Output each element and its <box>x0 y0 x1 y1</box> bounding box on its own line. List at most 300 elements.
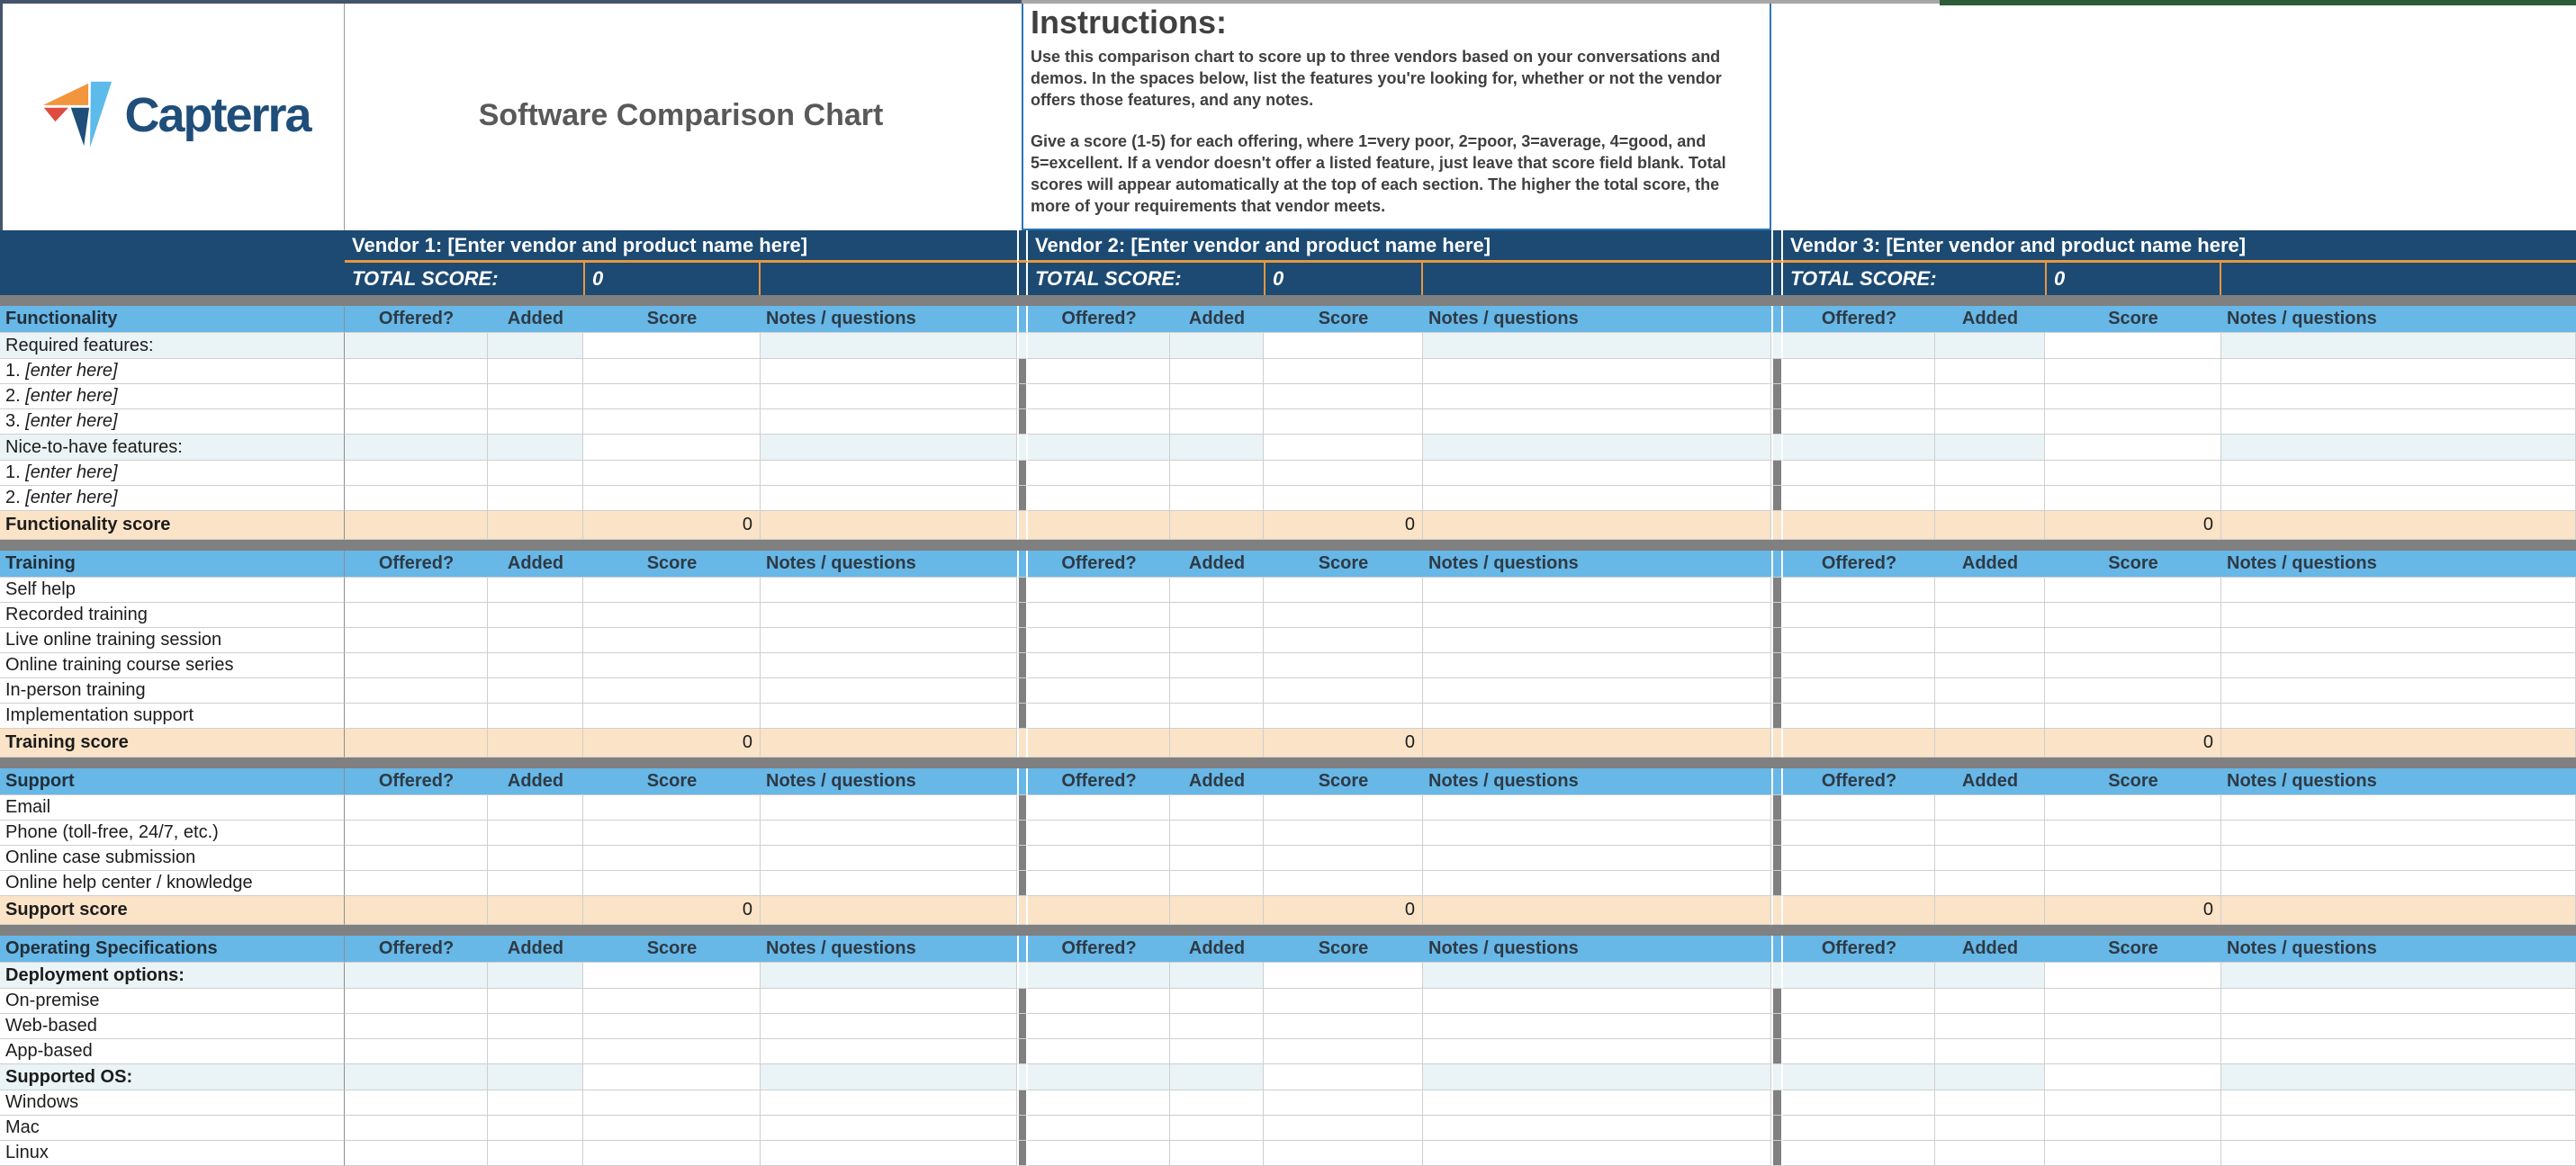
added-cell[interactable] <box>1935 846 2045 871</box>
added-cell[interactable] <box>1170 1116 1264 1141</box>
score-cell[interactable] <box>1264 678 1423 704</box>
offered-cell[interactable] <box>1783 628 1935 653</box>
score-cell[interactable] <box>583 409 761 435</box>
offered-cell[interactable] <box>1783 578 1935 603</box>
notes-cell[interactable] <box>1423 821 1771 846</box>
added-cell[interactable] <box>1935 896 2045 925</box>
score-cell[interactable] <box>2045 1039 2221 1064</box>
offered-cell[interactable] <box>1028 578 1170 603</box>
notes-cell[interactable] <box>761 628 1017 653</box>
offered-cell[interactable] <box>1028 846 1170 871</box>
offered-cell[interactable] <box>1783 896 1935 925</box>
notes-cell[interactable] <box>1423 603 1771 628</box>
score-cell[interactable] <box>583 1014 761 1039</box>
added-cell[interactable] <box>1170 704 1264 729</box>
offered-cell[interactable] <box>345 846 488 871</box>
score-cell[interactable] <box>583 486 761 511</box>
feature-label[interactable]: 2. [enter here] <box>0 486 345 511</box>
score-cell[interactable] <box>2045 795 2221 821</box>
score-cell[interactable] <box>1264 963 1423 989</box>
score-cell[interactable] <box>1264 1039 1423 1064</box>
offered-cell[interactable] <box>345 333 488 359</box>
added-cell[interactable] <box>488 486 583 511</box>
score-cell[interactable] <box>1264 821 1423 846</box>
offered-cell[interactable] <box>1028 486 1170 511</box>
added-cell[interactable] <box>488 846 583 871</box>
offered-cell[interactable] <box>1028 963 1170 989</box>
score-cell[interactable] <box>2045 384 2221 409</box>
notes-cell[interactable] <box>2221 461 2576 486</box>
score-cell[interactable] <box>2045 846 2221 871</box>
notes-cell[interactable] <box>761 486 1017 511</box>
offered-cell[interactable] <box>1783 729 1935 758</box>
score-cell[interactable] <box>2045 461 2221 486</box>
score-cell[interactable] <box>583 1090 761 1116</box>
offered-cell[interactable] <box>345 1064 488 1090</box>
feature-label[interactable]: 2. [enter here] <box>0 384 345 409</box>
notes-cell[interactable] <box>761 795 1017 821</box>
score-cell[interactable] <box>2045 409 2221 435</box>
offered-cell[interactable] <box>1783 409 1935 435</box>
added-cell[interactable] <box>1170 1014 1264 1039</box>
offered-cell[interactable] <box>345 729 488 758</box>
notes-cell[interactable] <box>2221 896 2576 925</box>
added-cell[interactable] <box>488 435 583 461</box>
added-cell[interactable] <box>1170 1090 1264 1116</box>
feature-label[interactable]: 1. [enter here] <box>0 461 345 486</box>
offered-cell[interactable] <box>345 486 488 511</box>
offered-cell[interactable] <box>1028 1014 1170 1039</box>
score-cell[interactable] <box>2045 963 2221 989</box>
notes-cell[interactable] <box>1423 409 1771 435</box>
added-cell[interactable] <box>1935 461 2045 486</box>
added-cell[interactable] <box>488 989 583 1014</box>
offered-cell[interactable] <box>1028 1116 1170 1141</box>
added-cell[interactable] <box>1935 603 2045 628</box>
notes-cell[interactable] <box>1423 989 1771 1014</box>
offered-cell[interactable] <box>1783 963 1935 989</box>
added-cell[interactable] <box>1935 678 2045 704</box>
added-cell[interactable] <box>1170 486 1264 511</box>
score-cell[interactable] <box>1264 628 1423 653</box>
added-cell[interactable] <box>488 384 583 409</box>
score-cell[interactable] <box>1264 578 1423 603</box>
offered-cell[interactable] <box>345 678 488 704</box>
notes-cell[interactable] <box>2221 1014 2576 1039</box>
offered-cell[interactable] <box>1783 653 1935 678</box>
notes-cell[interactable] <box>1423 486 1771 511</box>
notes-cell[interactable] <box>1423 384 1771 409</box>
added-cell[interactable] <box>1170 628 1264 653</box>
notes-cell[interactable] <box>2221 1116 2576 1141</box>
notes-cell[interactable] <box>1423 333 1771 359</box>
score-cell[interactable] <box>583 821 761 846</box>
notes-cell[interactable] <box>1423 846 1771 871</box>
offered-cell[interactable] <box>1783 603 1935 628</box>
notes-cell[interactable] <box>761 461 1017 486</box>
notes-cell[interactable] <box>1423 1141 1771 1166</box>
offered-cell[interactable] <box>345 1039 488 1064</box>
offered-cell[interactable] <box>1783 1064 1935 1090</box>
added-cell[interactable] <box>1935 628 2045 653</box>
added-cell[interactable] <box>1935 409 2045 435</box>
score-cell[interactable] <box>1264 1141 1423 1166</box>
notes-cell[interactable] <box>1423 628 1771 653</box>
offered-cell[interactable] <box>345 435 488 461</box>
score-cell[interactable] <box>2045 871 2221 896</box>
score-cell[interactable] <box>1264 1090 1423 1116</box>
notes-cell[interactable] <box>2221 1090 2576 1116</box>
notes-cell[interactable] <box>761 578 1017 603</box>
notes-cell[interactable] <box>761 729 1017 758</box>
score-cell[interactable] <box>583 795 761 821</box>
score-cell[interactable] <box>2045 603 2221 628</box>
notes-cell[interactable] <box>1423 461 1771 486</box>
score-cell[interactable] <box>2045 578 2221 603</box>
added-cell[interactable] <box>1935 704 2045 729</box>
added-cell[interactable] <box>1935 1039 2045 1064</box>
score-cell[interactable] <box>1264 359 1423 384</box>
added-cell[interactable] <box>1170 1039 1264 1064</box>
offered-cell[interactable] <box>1783 795 1935 821</box>
offered-cell[interactable] <box>345 653 488 678</box>
added-cell[interactable] <box>1170 603 1264 628</box>
score-cell[interactable] <box>1264 704 1423 729</box>
added-cell[interactable] <box>488 821 583 846</box>
added-cell[interactable] <box>1935 384 2045 409</box>
offered-cell[interactable] <box>345 628 488 653</box>
added-cell[interactable] <box>1170 1141 1264 1166</box>
notes-cell[interactable] <box>761 678 1017 704</box>
notes-cell[interactable] <box>2221 821 2576 846</box>
added-cell[interactable] <box>488 729 583 758</box>
offered-cell[interactable] <box>345 821 488 846</box>
offered-cell[interactable] <box>1783 678 1935 704</box>
added-cell[interactable] <box>488 461 583 486</box>
score-cell[interactable] <box>583 963 761 989</box>
added-cell[interactable] <box>488 1064 583 1090</box>
added-cell[interactable] <box>1170 653 1264 678</box>
score-cell[interactable] <box>1264 1064 1423 1090</box>
added-cell[interactable] <box>488 1014 583 1039</box>
notes-cell[interactable] <box>1423 871 1771 896</box>
notes-cell[interactable] <box>1423 678 1771 704</box>
offered-cell[interactable] <box>1028 461 1170 486</box>
notes-cell[interactable] <box>2221 963 2576 989</box>
score-cell[interactable] <box>583 989 761 1014</box>
notes-cell[interactable] <box>761 1039 1017 1064</box>
score-cell[interactable] <box>583 678 761 704</box>
score-cell[interactable] <box>1264 333 1423 359</box>
notes-cell[interactable] <box>2221 333 2576 359</box>
score-cell[interactable] <box>2045 989 2221 1014</box>
added-cell[interactable] <box>488 678 583 704</box>
notes-cell[interactable] <box>1423 795 1771 821</box>
notes-cell[interactable] <box>2221 1064 2576 1090</box>
added-cell[interactable] <box>1170 384 1264 409</box>
added-cell[interactable] <box>1935 511 2045 540</box>
offered-cell[interactable] <box>1028 359 1170 384</box>
added-cell[interactable] <box>1935 729 2045 758</box>
score-cell[interactable] <box>583 871 761 896</box>
offered-cell[interactable] <box>1028 1090 1170 1116</box>
added-cell[interactable] <box>488 1141 583 1166</box>
score-cell[interactable] <box>1264 1116 1423 1141</box>
score-cell[interactable] <box>1264 603 1423 628</box>
added-cell[interactable] <box>1935 1014 2045 1039</box>
notes-cell[interactable] <box>1423 511 1771 540</box>
added-cell[interactable] <box>1170 333 1264 359</box>
score-cell[interactable] <box>2045 1141 2221 1166</box>
score-cell[interactable] <box>1264 871 1423 896</box>
added-cell[interactable] <box>1170 511 1264 540</box>
notes-cell[interactable] <box>1423 359 1771 384</box>
notes-cell[interactable] <box>761 603 1017 628</box>
offered-cell[interactable] <box>1783 359 1935 384</box>
offered-cell[interactable] <box>345 1090 488 1116</box>
added-cell[interactable] <box>1935 989 2045 1014</box>
notes-cell[interactable] <box>761 511 1017 540</box>
added-cell[interactable] <box>1935 963 2045 989</box>
offered-cell[interactable] <box>1783 846 1935 871</box>
vendor-2-name-cell[interactable]: Vendor 2: [Enter vendor and product name here] <box>1028 230 1771 263</box>
notes-cell[interactable] <box>2221 1039 2576 1064</box>
offered-cell[interactable] <box>1028 384 1170 409</box>
notes-cell[interactable] <box>761 871 1017 896</box>
added-cell[interactable] <box>1935 359 2045 384</box>
notes-cell[interactable] <box>761 1014 1017 1039</box>
added-cell[interactable] <box>488 871 583 896</box>
notes-cell[interactable] <box>761 963 1017 989</box>
notes-cell[interactable] <box>761 896 1017 925</box>
notes-cell[interactable] <box>2221 871 2576 896</box>
notes-cell[interactable] <box>2221 511 2576 540</box>
offered-cell[interactable] <box>345 461 488 486</box>
offered-cell[interactable] <box>1028 729 1170 758</box>
score-cell[interactable] <box>583 333 761 359</box>
notes-cell[interactable] <box>2221 653 2576 678</box>
score-cell[interactable] <box>1264 846 1423 871</box>
notes-cell[interactable] <box>1423 435 1771 461</box>
added-cell[interactable] <box>488 653 583 678</box>
score-cell[interactable] <box>583 1116 761 1141</box>
offered-cell[interactable] <box>1028 653 1170 678</box>
notes-cell[interactable] <box>761 1116 1017 1141</box>
offered-cell[interactable] <box>1783 435 1935 461</box>
score-cell[interactable] <box>1264 384 1423 409</box>
offered-cell[interactable] <box>345 963 488 989</box>
notes-cell[interactable] <box>2221 846 2576 871</box>
offered-cell[interactable] <box>1028 871 1170 896</box>
offered-cell[interactable] <box>345 578 488 603</box>
notes-cell[interactable] <box>2221 795 2576 821</box>
added-cell[interactable] <box>488 409 583 435</box>
score-cell[interactable] <box>1264 461 1423 486</box>
notes-cell[interactable] <box>761 846 1017 871</box>
notes-cell[interactable] <box>761 1090 1017 1116</box>
added-cell[interactable] <box>488 963 583 989</box>
score-cell[interactable] <box>583 1039 761 1064</box>
offered-cell[interactable] <box>1783 1039 1935 1064</box>
notes-cell[interactable] <box>1423 578 1771 603</box>
vendor-1-total-notes-cell[interactable] <box>761 263 1017 295</box>
added-cell[interactable] <box>1935 486 2045 511</box>
score-cell[interactable] <box>583 384 761 409</box>
notes-cell[interactable] <box>1423 1014 1771 1039</box>
added-cell[interactable] <box>1935 1064 2045 1090</box>
vendor-3-total-notes-cell[interactable] <box>2221 263 2576 295</box>
added-cell[interactable] <box>1935 333 2045 359</box>
added-cell[interactable] <box>1170 846 1264 871</box>
notes-cell[interactable] <box>1423 1064 1771 1090</box>
added-cell[interactable] <box>488 603 583 628</box>
score-cell[interactable] <box>583 846 761 871</box>
added-cell[interactable] <box>1170 871 1264 896</box>
offered-cell[interactable] <box>1783 989 1935 1014</box>
added-cell[interactable] <box>1935 795 2045 821</box>
offered-cell[interactable] <box>1028 511 1170 540</box>
vendor-1-name-cell[interactable]: Vendor 1: [Enter vendor and product name here] <box>345 230 1017 263</box>
score-cell[interactable] <box>583 653 761 678</box>
score-cell[interactable] <box>583 435 761 461</box>
offered-cell[interactable] <box>345 511 488 540</box>
notes-cell[interactable] <box>2221 578 2576 603</box>
notes-cell[interactable] <box>2221 989 2576 1014</box>
added-cell[interactable] <box>488 1090 583 1116</box>
offered-cell[interactable] <box>345 384 488 409</box>
added-cell[interactable] <box>1170 729 1264 758</box>
offered-cell[interactable] <box>1028 333 1170 359</box>
notes-cell[interactable] <box>2221 704 2576 729</box>
notes-cell[interactable] <box>761 653 1017 678</box>
notes-cell[interactable] <box>1423 1116 1771 1141</box>
added-cell[interactable] <box>1935 435 2045 461</box>
offered-cell[interactable] <box>1028 1039 1170 1064</box>
score-cell[interactable] <box>2045 821 2221 846</box>
added-cell[interactable] <box>1170 435 1264 461</box>
vendor-3-name-cell[interactable]: Vendor 3: [Enter vendor and product name here] <box>1783 230 2576 263</box>
score-cell[interactable] <box>2045 1116 2221 1141</box>
score-cell[interactable] <box>583 578 761 603</box>
notes-cell[interactable] <box>2221 409 2576 435</box>
offered-cell[interactable] <box>1028 628 1170 653</box>
added-cell[interactable] <box>1170 461 1264 486</box>
notes-cell[interactable] <box>2221 486 2576 511</box>
offered-cell[interactable] <box>1783 821 1935 846</box>
notes-cell[interactable] <box>1423 729 1771 758</box>
added-cell[interactable] <box>1170 963 1264 989</box>
added-cell[interactable] <box>1170 1064 1264 1090</box>
added-cell[interactable] <box>1170 578 1264 603</box>
score-cell[interactable] <box>583 704 761 729</box>
offered-cell[interactable] <box>345 989 488 1014</box>
offered-cell[interactable] <box>1783 333 1935 359</box>
notes-cell[interactable] <box>1423 896 1771 925</box>
added-cell[interactable] <box>488 704 583 729</box>
added-cell[interactable] <box>1170 795 1264 821</box>
offered-cell[interactable] <box>1028 896 1170 925</box>
score-cell[interactable] <box>2045 678 2221 704</box>
score-cell[interactable] <box>1264 486 1423 511</box>
feature-label[interactable]: 1. [enter here] <box>0 359 345 384</box>
notes-cell[interactable] <box>761 435 1017 461</box>
notes-cell[interactable] <box>2221 729 2576 758</box>
offered-cell[interactable] <box>345 896 488 925</box>
score-cell[interactable] <box>583 1141 761 1166</box>
added-cell[interactable] <box>488 333 583 359</box>
offered-cell[interactable] <box>1028 704 1170 729</box>
offered-cell[interactable] <box>1783 1141 1935 1166</box>
offered-cell[interactable] <box>345 409 488 435</box>
notes-cell[interactable] <box>1423 1090 1771 1116</box>
score-cell[interactable] <box>1264 1014 1423 1039</box>
notes-cell[interactable] <box>1423 653 1771 678</box>
score-cell[interactable] <box>583 628 761 653</box>
offered-cell[interactable] <box>345 1014 488 1039</box>
offered-cell[interactable] <box>1783 871 1935 896</box>
offered-cell[interactable] <box>1028 989 1170 1014</box>
added-cell[interactable] <box>488 578 583 603</box>
added-cell[interactable] <box>1935 821 2045 846</box>
feature-label[interactable]: 3. [enter here] <box>0 409 345 435</box>
score-cell[interactable] <box>583 1064 761 1090</box>
added-cell[interactable] <box>488 511 583 540</box>
offered-cell[interactable] <box>345 1116 488 1141</box>
offered-cell[interactable] <box>345 871 488 896</box>
notes-cell[interactable] <box>761 359 1017 384</box>
notes-cell[interactable] <box>1423 704 1771 729</box>
offered-cell[interactable] <box>1028 409 1170 435</box>
score-cell[interactable] <box>1264 409 1423 435</box>
offered-cell[interactable] <box>1028 1064 1170 1090</box>
score-cell[interactable] <box>2045 435 2221 461</box>
notes-cell[interactable] <box>761 409 1017 435</box>
score-cell[interactable] <box>2045 628 2221 653</box>
added-cell[interactable] <box>1935 871 2045 896</box>
offered-cell[interactable] <box>345 359 488 384</box>
added-cell[interactable] <box>1170 821 1264 846</box>
notes-cell[interactable] <box>1423 963 1771 989</box>
added-cell[interactable] <box>1170 896 1264 925</box>
score-cell[interactable] <box>583 461 761 486</box>
score-cell[interactable] <box>583 603 761 628</box>
notes-cell[interactable] <box>2221 628 2576 653</box>
notes-cell[interactable] <box>761 989 1017 1014</box>
added-cell[interactable] <box>1935 1090 2045 1116</box>
offered-cell[interactable] <box>345 603 488 628</box>
score-cell[interactable] <box>1264 653 1423 678</box>
offered-cell[interactable] <box>1028 435 1170 461</box>
score-cell[interactable] <box>2045 1014 2221 1039</box>
score-cell[interactable] <box>2045 333 2221 359</box>
offered-cell[interactable] <box>1783 1116 1935 1141</box>
offered-cell[interactable] <box>1028 821 1170 846</box>
vendor-2-total-notes-cell[interactable] <box>1423 263 1771 295</box>
offered-cell[interactable] <box>1028 795 1170 821</box>
added-cell[interactable] <box>1170 409 1264 435</box>
offered-cell[interactable] <box>1028 1141 1170 1166</box>
offered-cell[interactable] <box>345 704 488 729</box>
notes-cell[interactable] <box>2221 359 2576 384</box>
notes-cell[interactable] <box>761 1141 1017 1166</box>
notes-cell[interactable] <box>761 1064 1017 1090</box>
added-cell[interactable] <box>1935 1116 2045 1141</box>
added-cell[interactable] <box>1170 989 1264 1014</box>
notes-cell[interactable] <box>2221 1141 2576 1166</box>
notes-cell[interactable] <box>2221 678 2576 704</box>
added-cell[interactable] <box>1935 653 2045 678</box>
added-cell[interactable] <box>488 896 583 925</box>
